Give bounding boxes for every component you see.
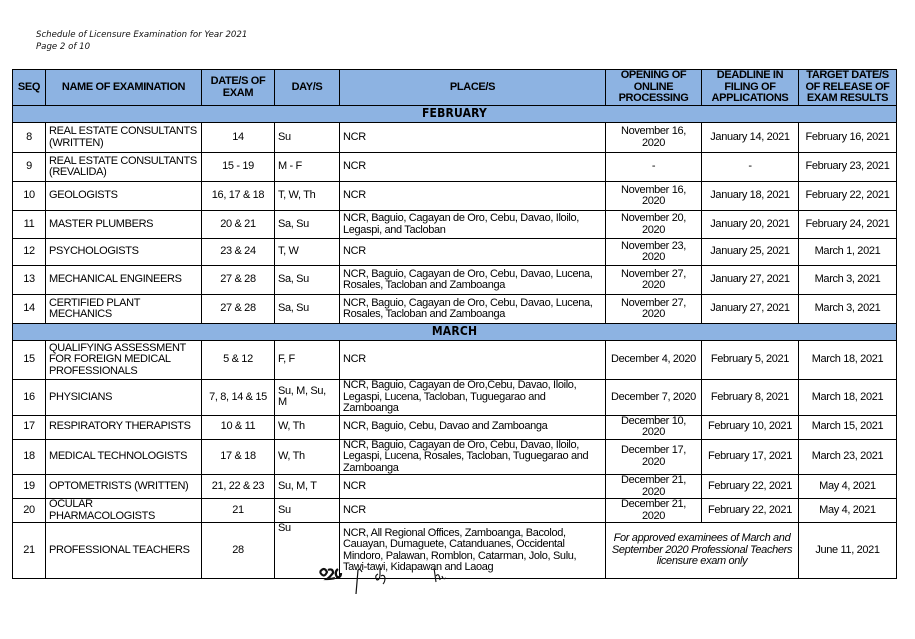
opening-date-cell: December 10, 2020 xyxy=(606,415,702,439)
document-title: Schedule of Licensure Examination for Year 2021 xyxy=(36,30,248,40)
exam-day-cell: T, W, Th xyxy=(275,182,340,211)
deadline-date-cell: February 5, 2021 xyxy=(702,341,799,380)
exam-schedule-table xyxy=(12,69,897,579)
deadline-date-cell: February 22, 2021 xyxy=(702,475,799,499)
seq-cell: 9 xyxy=(13,153,46,182)
header-target: TARGET DATE/S OF RELEASE OF EXAM RESULTS xyxy=(799,70,897,106)
opening-date-cell: - xyxy=(606,153,702,182)
exam-day-cell: M - F xyxy=(275,153,340,182)
exam-date-cell: 16, 17 & 18 xyxy=(202,182,275,211)
target-release-cell: March 23, 2021 xyxy=(799,439,897,475)
exam-day-cell: W, Th xyxy=(275,439,340,475)
header-date: DATE/S OF EXAM xyxy=(202,70,275,106)
place-cell: NCR, Baguio, Cagayan de Oro, Cebu, Davao, Lucena, Rosales, Tacloban and Zamboanga xyxy=(340,266,606,295)
exam-date-cell: 27 & 28 xyxy=(202,266,275,295)
place-cell: NCR xyxy=(340,341,606,380)
target-release-cell: March 3, 2021 xyxy=(799,266,897,295)
table-row xyxy=(13,239,897,266)
header-deadline: DEADLINE IN FILING OF APPLICATIONS xyxy=(702,70,799,106)
exam-name-cell: OCULAR PHARMACOLOGISTS xyxy=(46,499,202,523)
place-cell: NCR xyxy=(340,182,606,211)
exam-date-cell: 10 & 11 xyxy=(202,415,275,439)
place-cell: NCR xyxy=(340,475,606,499)
place-cell: NCR, Baguio, Cagayan de Oro,Cebu, Davao, Iloilo, Legaspi, Lucena, Tacloban, Tuguegarao and Zamboanga xyxy=(340,380,606,416)
header-place: PLACE/S xyxy=(340,70,606,106)
document-header xyxy=(36,29,247,53)
place-cell: NCR, All Regional Offices, Zamboanga, Bacolod, Cauayan, Dumaguete, Catanduanes, Occidental Mindoro, Palawan, Romblon, Catarman, Jolo, Sulu, Tawi-tawi, Kidapawan and Laoag xyxy=(340,523,606,579)
seq-cell: 20 xyxy=(13,499,46,523)
exam-day-cell: Su, M, Su, M xyxy=(275,380,340,416)
place-cell: NCR, Baguio, Cagayan de Oro, Cebu, Davao, Iloilo, Legaspi, Lucena, Rosales, Tacloban, Tuguegarao and Zamboanga xyxy=(340,439,606,475)
seq-cell: 12 xyxy=(13,239,46,266)
table-row xyxy=(13,341,897,380)
header-day: DAY/S xyxy=(275,70,340,106)
month-label: FEBRUARY xyxy=(13,106,897,123)
opening-date-cell: November 23, 2020 xyxy=(606,239,702,266)
seq-cell: 19 xyxy=(13,475,46,499)
exam-day-cell: Su, M, T xyxy=(275,475,340,499)
seq-cell: 18 xyxy=(13,439,46,475)
table-row xyxy=(13,415,897,439)
seq-cell: 17 xyxy=(13,415,46,439)
exam-name-cell: REAL ESTATE CONSULTANTS (REVALIDA) xyxy=(46,153,202,182)
target-release-cell: March 1, 2021 xyxy=(799,239,897,266)
exam-date-cell: 21 xyxy=(202,499,275,523)
exam-name-cell: OPTOMETRISTS (WRITTEN) xyxy=(46,475,202,499)
deadline-date-cell: January 25, 2021 xyxy=(702,239,799,266)
exam-name-cell: REAL ESTATE CONSULTANTS (WRITTEN) xyxy=(46,123,202,153)
seq-cell: 13 xyxy=(13,266,46,295)
table-row xyxy=(13,475,897,499)
exam-date-cell: 17 & 18 xyxy=(202,439,275,475)
target-release-cell: June 11, 2021 xyxy=(799,523,897,579)
target-release-cell: March 18, 2021 xyxy=(799,380,897,416)
place-cell: NCR xyxy=(340,239,606,266)
exam-day-cell: T, W xyxy=(275,239,340,266)
seq-cell: 10 xyxy=(13,182,46,211)
table-row xyxy=(13,123,897,153)
target-release-cell: February 16, 2021 xyxy=(799,123,897,153)
table-row xyxy=(13,499,897,523)
target-release-cell: March 3, 2021 xyxy=(799,295,897,324)
page-indicator: Page 2 of 10 xyxy=(36,42,91,52)
exam-name-cell: CERTIFIED PLANT MECHANICS xyxy=(46,295,202,324)
deadline-date-cell: January 18, 2021 xyxy=(702,182,799,211)
exam-day-cell: Sa, Su xyxy=(275,295,340,324)
target-release-cell: February 23, 2021 xyxy=(799,153,897,182)
deadline-date-cell: January 14, 2021 xyxy=(702,123,799,153)
place-cell: NCR, Baguio, Cagayan de Oro, Cebu, Davao, Lucena, Rosales, Tacloban and Zamboanga xyxy=(340,295,606,324)
header-seq: SEQ xyxy=(13,70,46,106)
month-label: MARCH xyxy=(13,324,897,341)
opening-date-cell: December 21, 2020 xyxy=(606,499,702,523)
place-cell: NCR, Baguio, Cebu, Davao and Zamboanga xyxy=(340,415,606,439)
deadline-date-cell: February 22, 2021 xyxy=(702,499,799,523)
opening-date-cell: December 21, 2020 xyxy=(606,475,702,499)
exam-name-cell: MEDICAL TECHNOLOGISTS xyxy=(46,439,202,475)
opening-date-cell: November 20, 2020 xyxy=(606,211,702,239)
target-release-cell: February 24, 2021 xyxy=(799,211,897,239)
deadline-date-cell: January 27, 2021 xyxy=(702,266,799,295)
deadline-date-cell: January 27, 2021 xyxy=(702,295,799,324)
table-header-row xyxy=(13,70,897,106)
deadline-date-cell: February 10, 2021 xyxy=(702,415,799,439)
exam-day-cell: Sa, Su xyxy=(275,266,340,295)
exam-name-cell: QUALIFYING ASSESSMENT FOR FOREIGN MEDICAL PROFESSIONALS xyxy=(46,341,202,380)
table-row xyxy=(13,380,897,416)
header-name: NAME OF EXAMINATION xyxy=(46,70,202,106)
header-opening: OPENING OF ONLINE PROCESSING xyxy=(606,70,702,106)
opening-date-cell: November 16, 2020 xyxy=(606,123,702,153)
month-band-row xyxy=(13,324,897,341)
target-release-cell: February 22, 2021 xyxy=(799,182,897,211)
exam-day-cell: Su xyxy=(275,523,340,579)
opening-date-cell: December 7, 2020 xyxy=(606,380,702,416)
target-release-cell: March 18, 2021 xyxy=(799,341,897,380)
exam-name-cell: RESPIRATORY THERAPISTS xyxy=(46,415,202,439)
exam-date-cell: 28 xyxy=(202,523,275,579)
exam-date-cell: 21, 22 & 23 xyxy=(202,475,275,499)
deadline-date-cell: January 20, 2021 xyxy=(702,211,799,239)
exam-day-cell: W, Th xyxy=(275,415,340,439)
table-row xyxy=(13,439,897,475)
note-cell: For approved examinees of March and September 2020 Professional Teachers licensure exam only xyxy=(606,523,799,579)
exam-date-cell: 14 xyxy=(202,123,275,153)
month-band-row xyxy=(13,106,897,123)
place-cell: NCR, Baguio, Cagayan de Oro, Cebu, Davao, Iloilo, Legaspi, and Tacloban xyxy=(340,211,606,239)
opening-date-cell: November 27, 2020 xyxy=(606,266,702,295)
opening-date-cell: December 4, 2020 xyxy=(606,341,702,380)
seq-cell: 8 xyxy=(13,123,46,153)
exam-name-cell: PHYSICIANS xyxy=(46,380,202,416)
deadline-date-cell: - xyxy=(702,153,799,182)
opening-date-cell: December 17, 2020 xyxy=(606,439,702,475)
exam-date-cell: 27 & 28 xyxy=(202,295,275,324)
table-row xyxy=(13,211,897,239)
opening-date-cell: November 27, 2020 xyxy=(606,295,702,324)
deadline-date-cell: February 8, 2021 xyxy=(702,380,799,416)
seq-cell: 11 xyxy=(13,211,46,239)
exam-date-cell: 5 & 12 xyxy=(202,341,275,380)
exam-name-cell: PROFESSIONAL TEACHERS xyxy=(46,523,202,579)
table-row xyxy=(13,295,897,324)
exam-date-cell: 23 & 24 xyxy=(202,239,275,266)
seq-cell: 15 xyxy=(13,341,46,380)
exam-day-cell: Su xyxy=(275,123,340,153)
seq-cell: 21 xyxy=(13,523,46,579)
exam-date-cell: 15 - 19 xyxy=(202,153,275,182)
table-row xyxy=(13,523,897,579)
exam-name-cell: MECHANICAL ENGINEERS xyxy=(46,266,202,295)
target-release-cell: March 15, 2021 xyxy=(799,415,897,439)
exam-name-cell: MASTER PLUMBERS xyxy=(46,211,202,239)
target-release-cell: May 4, 2021 xyxy=(799,499,897,523)
exam-name-cell: GEOLOGISTS xyxy=(46,182,202,211)
target-release-cell: May 4, 2021 xyxy=(799,475,897,499)
table-row xyxy=(13,182,897,211)
place-cell: NCR xyxy=(340,153,606,182)
exam-name-cell: PSYCHOLOGISTS xyxy=(46,239,202,266)
table-row xyxy=(13,266,897,295)
place-cell: NCR xyxy=(340,123,606,153)
exam-day-cell: Su xyxy=(275,499,340,523)
handwritten-initials xyxy=(318,566,448,596)
opening-date-cell: November 16, 2020 xyxy=(606,182,702,211)
place-cell: NCR xyxy=(340,499,606,523)
seq-cell: 16 xyxy=(13,380,46,416)
table-row xyxy=(13,153,897,182)
exam-date-cell: 7, 8, 14 & 15 xyxy=(202,380,275,416)
deadline-date-cell: February 17, 2021 xyxy=(702,439,799,475)
exam-date-cell: 20 & 21 xyxy=(202,211,275,239)
exam-day-cell: Sa, Su xyxy=(275,211,340,239)
seq-cell: 14 xyxy=(13,295,46,324)
exam-day-cell: F, F xyxy=(275,341,340,380)
